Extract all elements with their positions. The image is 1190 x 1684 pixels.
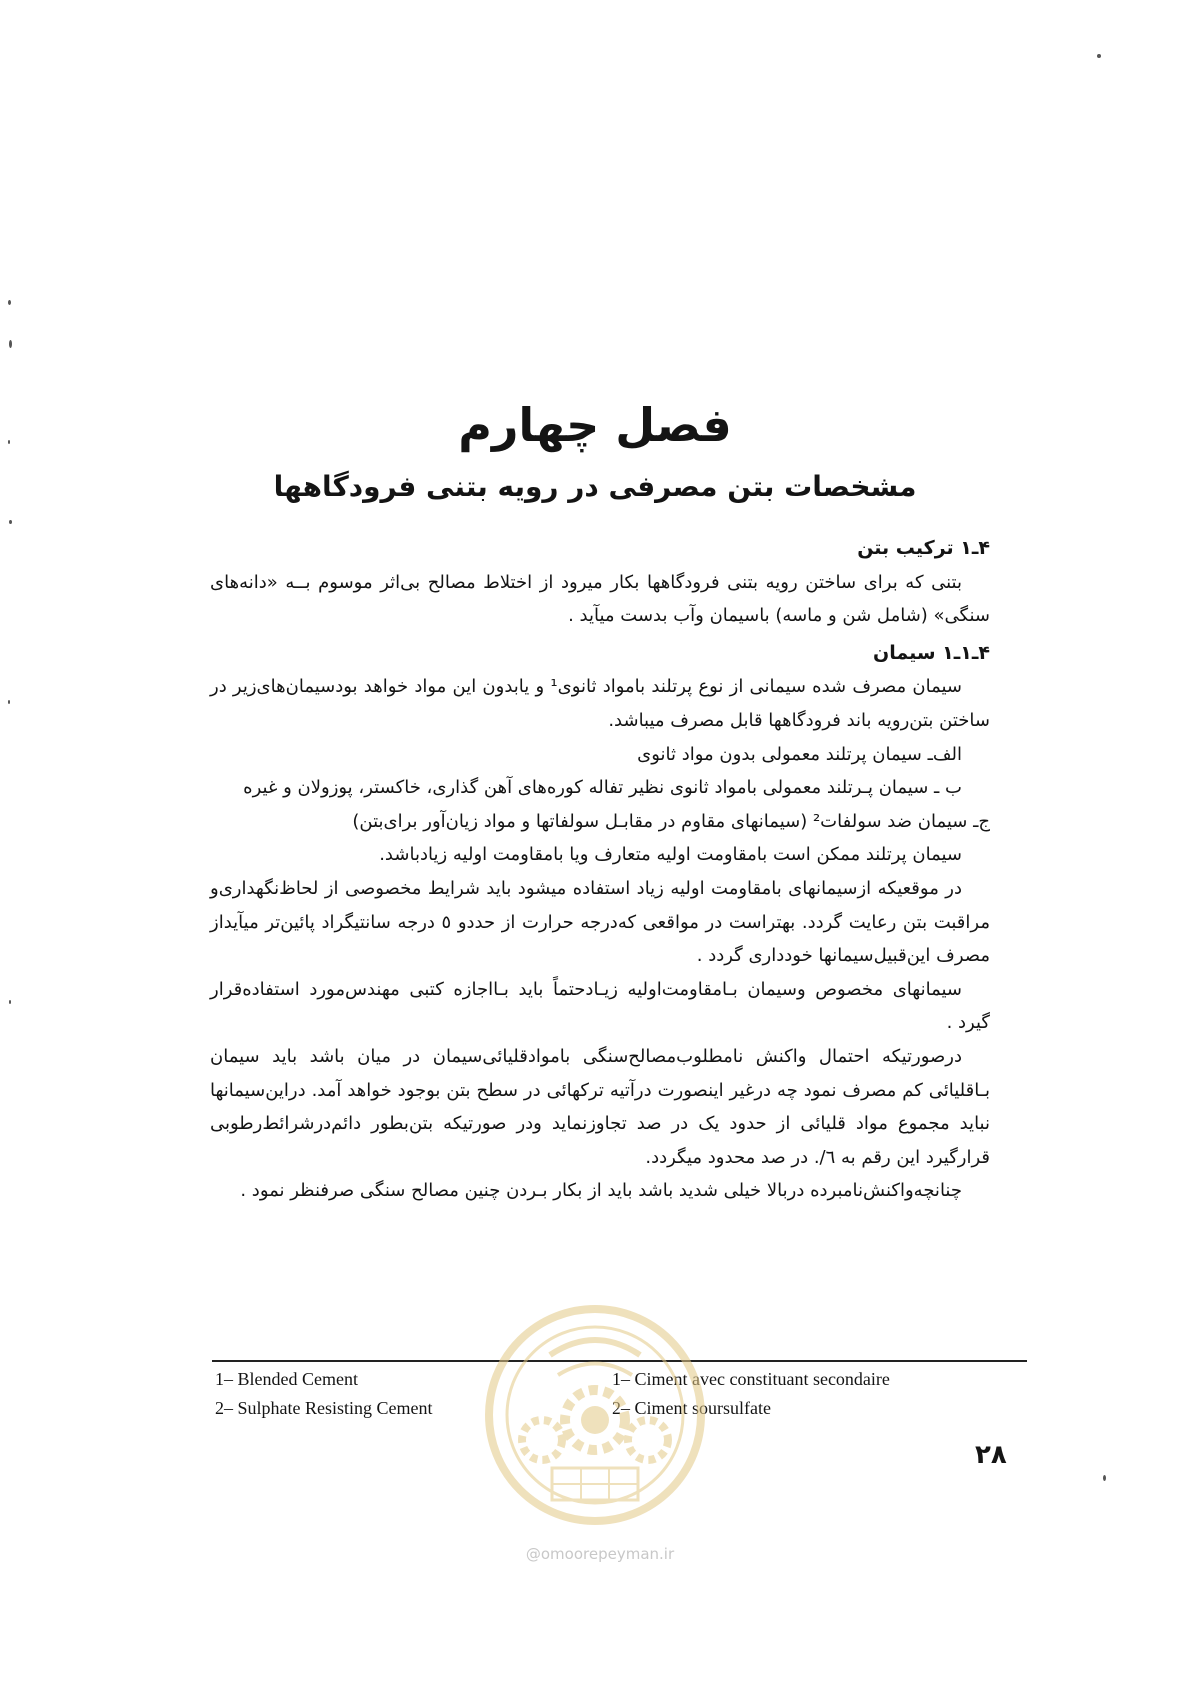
paragraph: بتنی که برای ساختن رویه بتنی فرودگاهها بکار میرود از اختلاط مصالح بی‌اثر موسوم بــه «دانه‌های سنگی» (شامل شن و ماسه) باسیمان وآب بدست میآید . bbox=[210, 571, 990, 627]
body-text bbox=[210, 528, 990, 1208]
scan-speck bbox=[9, 520, 12, 524]
scan-speck bbox=[8, 700, 10, 704]
scan-speck bbox=[1097, 54, 1101, 58]
scan-speck bbox=[8, 440, 10, 444]
paragraph: چنانچه‌واکنش‌نامبرده دربالا خیلی شدید باشد باید از بکار بـردن چنین مصالح سنگی صرفنظر نمود . bbox=[240, 1180, 962, 1202]
paragraph: درصورتیکه احتمال واکنش نامطلوب‌مصالح‌سنگی بامواد‌قلیائی‌سیمان در میان باشد باید سیمان بـاقلیائی کم مصرف نمود چه درغیر اینصورت درآتیه ترکهائی در سطح بتن بوجود خواهد آمد. دراین‌سیمانها نباید مجموع مواد قلیائی از حدود یک در صد تجاوزنماید ودر صورتیکه بتن‌بطور دائم‌درشرائط‌رطوبی قرارگیرد این رقم به ٦/. در صد محدود میگردد. bbox=[210, 1045, 990, 1168]
paragraph: سیمانهای مخصوص وسیمان بـامقاومت‌اولیه زیـادحتماً باید بـااجازه کتبی مهندس‌مورد استفاده‌قرار گیرد . bbox=[210, 978, 990, 1034]
list-item: ب ـ سیمان پـرتلند معمولی بامواد ثانوی نظیر تفاله کوره‌های آهن گذاری، خاکستر، پوزولان و غیره bbox=[243, 777, 962, 799]
section-heading-4-1-1: ۴ـ۱ـ۱ سیمان bbox=[873, 641, 990, 664]
list-item: الف‌ـ سیمان پرتلند معمولی بدون مواد ثانوی bbox=[637, 743, 962, 765]
watermark-seal-icon bbox=[480, 1300, 710, 1530]
scan-speck bbox=[8, 300, 11, 305]
footnote-en-1: 1– Blended Cement bbox=[215, 1369, 358, 1389]
footnote-fr-1: 1– Ciment avec constituant secondaire bbox=[612, 1369, 890, 1389]
watermark-url: @omoorepeyman.ir bbox=[525, 1545, 675, 1563]
page-number: ۲۸ bbox=[975, 1440, 1007, 1470]
scan-speck bbox=[9, 340, 12, 348]
chapter-title: فصل چهارم bbox=[458, 398, 732, 452]
section-heading-4-1: ۴ـ۱ ترکیب بتن bbox=[857, 537, 990, 559]
paragraph: سیمان پرتلند ممکن است بامقاومت اولیه متعارف ویا بامقاومت اولیه زیادباشد. bbox=[379, 844, 962, 866]
scan-speck bbox=[1103, 1475, 1106, 1481]
scan-speck bbox=[9, 1000, 11, 1004]
footnote-fr-2: 2– Ciment soursulfate bbox=[612, 1398, 771, 1418]
footnote-en-2: 2– Sulphate Resisting Cement bbox=[215, 1398, 433, 1418]
list-item: ج‌ـ سیمان ضد سولفات² (سیمانهای مقاوم در مقابـل سولفاتها و مواد زیان‌آور برای‌بتن) bbox=[352, 810, 990, 832]
paragraph: سیمان مصرف شده سیمانی از نوع پرتلند بامواد ثانوی¹ و یابدون این مواد خواهد بودسیمان‌های‌زیر در ساختن بتن‌رویه باند فرودگاهها قابل مصرف میباشد. bbox=[210, 676, 990, 731]
chapter-subtitle: مشخصات بتن مصرفی در رویه بتنی فرودگاهها bbox=[273, 470, 917, 503]
paragraph: در موقعیکه ازسیمانهای بامقاومت اولیه زیاد استفاده میشود باید شرایط مخصوصی از لحاظ‌نگهداری‌و مراقبت بتن رعایت گردد. بهتراست در مواقعی که‌درجه حرارت از حددو ٥ درجه سانتیگراد پائین‌تر میآیداز مصرف این‌قبیل‌سیمانها خودداری گردد . bbox=[210, 877, 990, 967]
